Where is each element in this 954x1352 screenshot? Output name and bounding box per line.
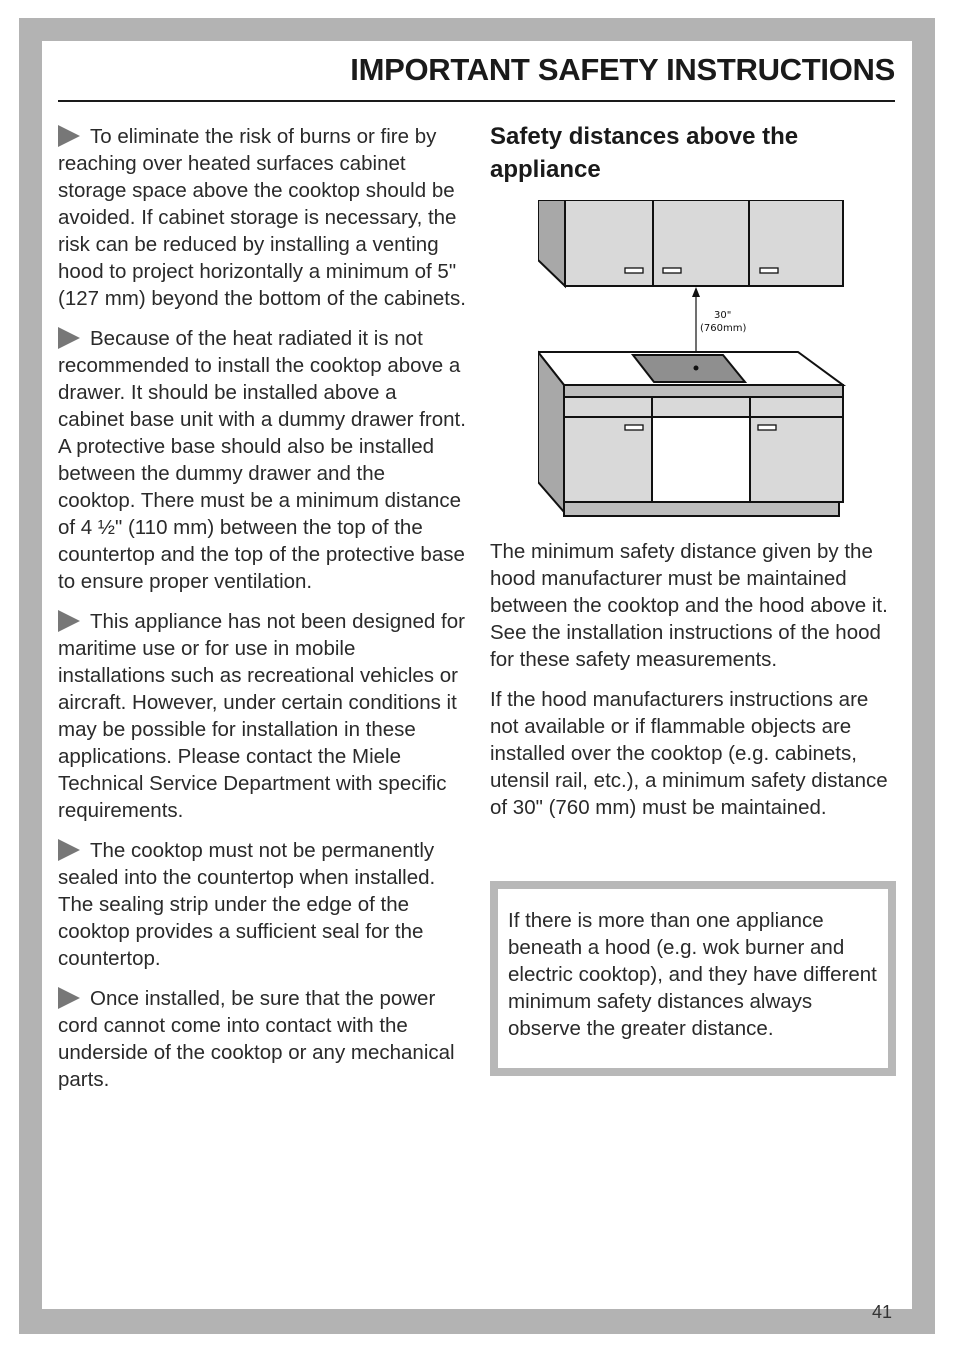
safety-item xyxy=(58,123,468,312)
safety-item xyxy=(58,985,468,1093)
section-heading: Safety distances above the appliance xyxy=(490,123,799,183)
body-paragraph: The minimum safety distance given by the hood manufacturer must be maintained between the cooktop and the hood above it. See the installation instructions of the hood for these safety measurements. xyxy=(490,540,888,671)
page-title: IMPORTANT SAFETY INSTRUCTIONS xyxy=(350,52,895,87)
triangle-bullet-icon xyxy=(58,839,80,861)
page-number: 41 xyxy=(871,1302,892,1322)
triangle-bullet-icon xyxy=(58,125,80,147)
safety-item-text: Because of the heat radiated it is not recommended to install the cooktop above a drawer. It should be installed above a cabinet base unit with a dummy drawer front. A protective base should also be installed between the dummy drawer and the cooktop. There must be a minimum distance of 4 ½" (110 mm) between the top of the countertop and the top of the protective base to ensure proper ventilation. xyxy=(58,327,466,593)
distance-label-inches: 30" xyxy=(714,310,732,321)
note-box xyxy=(490,881,896,1076)
upper-cabinets xyxy=(538,200,843,286)
triangle-bullet-icon xyxy=(58,327,80,349)
right-column xyxy=(490,120,898,834)
triangle-bullet-icon xyxy=(58,610,80,632)
note-text: If there is more than one appliance beneath a hood (e.g. wok burner and electric cooktop), and they have different minimum safety distances always observe the greater distance. xyxy=(508,909,877,1040)
safety-item xyxy=(58,837,468,972)
triangle-bullet-icon xyxy=(58,987,80,1009)
safety-item xyxy=(58,608,468,824)
safety-item-text: To eliminate the risk of burns or fire by reaching over heated surfaces cabinet storage space above the cooktop should be avoided. If cabinet storage is necessary, the risk can be reduced by installing a venting hood to project horizontally a minimum of 5" (127 mm) beyond the bottom of the cabinets. xyxy=(58,125,466,310)
safety-distance-diagram xyxy=(538,200,850,526)
safety-item-text: This appliance has not been designed for maritime use or for use in mobile installations such as recreational vehicles or aircraft. However, under certain conditions it may be possible for installation in these applications. Please contact the Miele Technical Service Department with specific requirements. xyxy=(58,610,465,822)
left-column xyxy=(58,123,468,1106)
header-divider xyxy=(58,100,895,102)
countertop xyxy=(538,352,843,397)
safety-item-text: Once installed, be sure that the power cord cannot come into contact with the underside of the cooktop or any mechanical parts. xyxy=(58,987,455,1091)
distance-label-mm: (760mm) xyxy=(700,323,747,334)
safety-item xyxy=(58,325,468,595)
body-paragraph: If the hood manufacturers instructions are not available or if flammable objects are installed over the cooktop (e.g. cabinets, utensil rail, etc.), a minimum safety distance of 30" (760 mm) must be maintained. xyxy=(490,688,888,819)
safety-item-text: The cooktop must not be permanently sealed into the countertop when installed. The sealing strip under the edge of the cooktop provides a sufficient seal for the countertop. xyxy=(58,839,436,970)
